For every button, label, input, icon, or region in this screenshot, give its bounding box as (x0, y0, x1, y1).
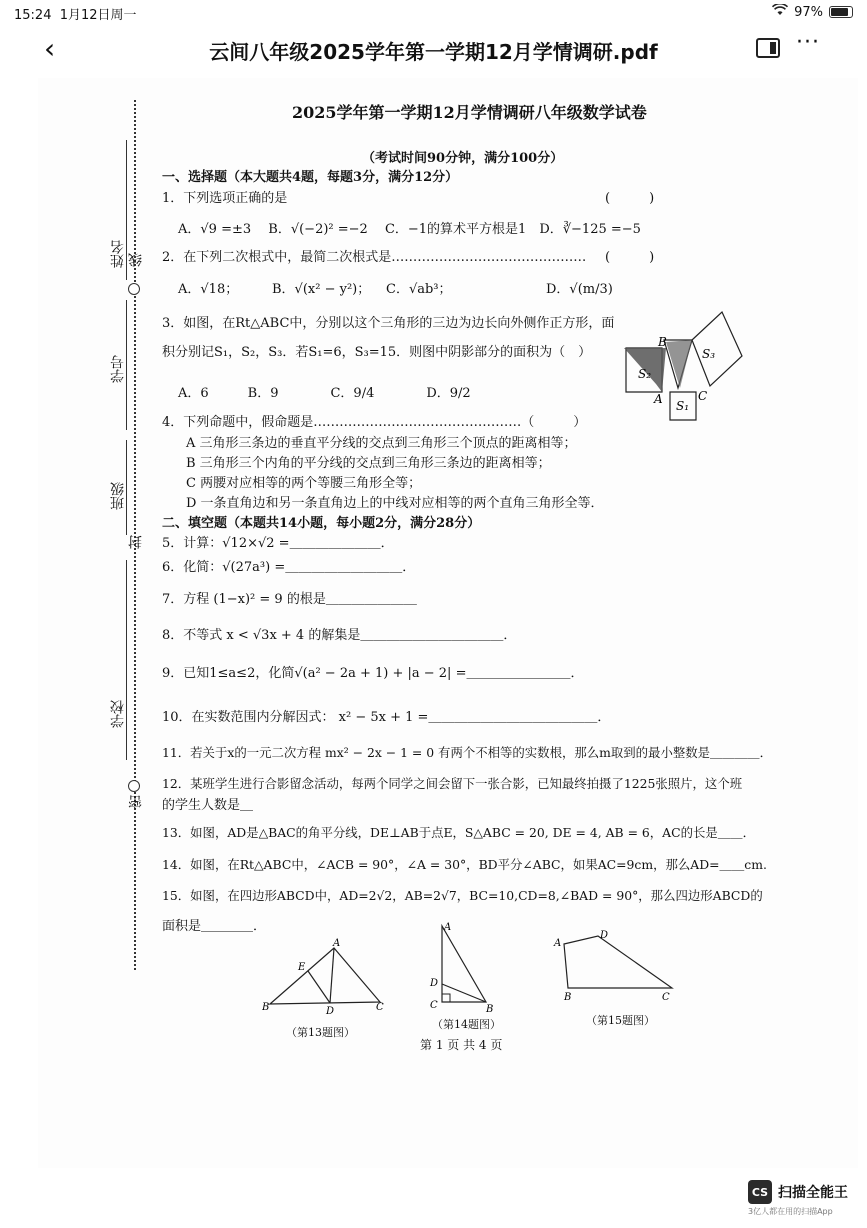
xuexiao-write-line (126, 560, 127, 760)
q1-answer-blank: ( ) (605, 191, 655, 206)
segment-bd (442, 984, 486, 1002)
label-s3: S₃ (702, 347, 716, 361)
fig13-triangle (262, 938, 390, 1014)
q2-stem: 2．在下列二次根式中，最简二次根式是……………………………………… (162, 250, 587, 265)
margin-label-xuexiao: 学校 (110, 700, 126, 728)
q4-option-a: A 三角形三条边的垂直平分线的交点到三角形三个顶点的距离相等； (186, 436, 577, 451)
battery-icon (829, 6, 853, 18)
margin-label-xuehao: 学号 (110, 355, 126, 383)
square-s3 (692, 312, 742, 386)
xuehao-write-line (126, 300, 127, 430)
label-a: A (554, 938, 562, 949)
fig15-caption: （第15题图） (586, 1014, 655, 1027)
label-d: D (430, 978, 439, 989)
more-options-icon[interactable]: ··· (796, 30, 820, 55)
q3-stem-line2: 积分别记S₁，S₂，S₃．若S₁=6，S₃=15．则图中阴影部分的面积为（ ） (162, 345, 592, 360)
label-d: D (326, 1006, 335, 1014)
q5: 5．计算：√12×√2 =＿＿＿＿＿＿＿． (162, 536, 394, 551)
q12-line2: 的学生人数是＿ (162, 798, 254, 813)
page-number: 第 1 页 共 4 页 (420, 1038, 503, 1052)
q2-option-d: D．√(m/3) (546, 282, 613, 297)
margin-label-mi: 密 (128, 795, 144, 809)
right-angle-mark (442, 994, 450, 1002)
q2-answer-blank: ( ) (605, 250, 655, 265)
q11: 11．若关于x的一元二次方程 mx² − 2x − 1 = 0 有两个不相等的实数根，那么m取到的最小整数是＿＿＿＿． (162, 745, 772, 760)
section-2-heading: 二、填空题（本题共14小题，每小题2分，满分28分） (162, 516, 481, 531)
shaded-region-2 (666, 340, 692, 388)
label-b: B (564, 992, 572, 1003)
status-time: 15:24 (14, 8, 52, 23)
q4-option-c: C 两腰对应相等的两个等腰三角形全等； (186, 476, 422, 491)
fig14-caption: （第14题图） (432, 1018, 501, 1031)
q1-options: A．√9 =±3 B．√(−2)² =−2 C．−1的算术平方根是1 D．∛−125 =−5 (178, 222, 641, 237)
binding-hole (128, 283, 140, 295)
wifi-icon (772, 4, 788, 20)
margin-label-name: 姓名 (110, 240, 126, 268)
status-date: 1月12日周一 (59, 8, 137, 23)
fig13-caption: （第13题图） (286, 1026, 355, 1039)
camscanner-logo-icon: CS (748, 1180, 772, 1204)
document-title: 云间八年级2025学年第一学期12月学情调研.pdf (209, 40, 658, 64)
label-a: A (654, 392, 663, 406)
q1-stem: 1．下列选项正确的是 (162, 191, 288, 206)
label-c: C (376, 1002, 384, 1013)
label-a: A (333, 938, 341, 949)
watermark-name: 扫描全能王 (778, 1185, 848, 1201)
margin-label-xian: 线 (128, 253, 144, 267)
watermark-subtitle: 3亿人都在用的扫描App (748, 1207, 833, 1216)
exam-info: （考试时间90分钟，满分100分） (362, 151, 564, 166)
nav-bar (0, 26, 867, 72)
q8: 8．不等式 x < √3x + 4 的解集是＿＿＿＿＿＿＿＿＿＿＿． (162, 628, 517, 643)
segment-ad (330, 948, 334, 1003)
label-c: C (698, 389, 708, 403)
q3-stem-line1: 3．如图，在Rt△ABC中，分别以这个三角形的三边为边长向外侧作正方形，面 (162, 316, 615, 331)
label-d: D (600, 930, 609, 941)
q4-stem: 4．下列命题中，假命题是…………………………………………（ ） (162, 415, 587, 430)
banji-write-line (126, 440, 127, 535)
scanner-watermark (748, 1180, 848, 1216)
label-a: A (444, 922, 452, 933)
label-b: B (262, 1002, 270, 1013)
q6: 6．化简：√(27a³) =＿＿＿＿＿＿＿＿＿． (162, 560, 416, 575)
label-c: C (662, 992, 670, 1003)
margin-label-feng: 封 (128, 535, 144, 549)
q13: 13．如图，AD是△BAC的角平分线，DE⊥AB于点E，S△ABC = 20, DE = 4, AB = 6，AC的长是＿＿． (162, 825, 755, 840)
label-b: B (486, 1004, 494, 1014)
q3-options: A．6 B．9 C．9/4 D．9/2 (178, 386, 471, 401)
label-e: E (298, 962, 306, 973)
paper-title: 2025学年第一学期12月学情调研八年级数学试卷 (292, 103, 647, 122)
q9: 9．已知1≤a≤2，化简√(a² − 2a + 1) + |a − 2| =＿＿＿＿＿＿＿＿． (162, 666, 584, 681)
back-button[interactable]: ‹ (44, 32, 56, 65)
quadrilateral-abcd (564, 936, 672, 988)
q14: 14．如图，在Rt△ABC中，∠ACB = 90°，∠A = 30°，BD平分∠ABC，如果AC=9cm，那么AD=＿＿cm. (162, 857, 767, 872)
status-time-date (14, 4, 137, 23)
triangle-acb (442, 926, 486, 1002)
status-bar (0, 0, 867, 24)
label-b: B (658, 335, 667, 349)
battery-percent: 97% (794, 4, 823, 20)
q4-option-b: B 三角形三个内角的平分线的交点到三角形三条边的距离相等； (186, 456, 551, 471)
segment-de (308, 971, 330, 1003)
q10: 10．在实数范围内分解因式： x² − 5x + 1 =＿＿＿＿＿＿＿＿＿＿＿＿＿． (162, 710, 611, 725)
label-s1: S₁ (676, 399, 690, 413)
q15-line1: 15．如图，在四边形ABCD中，AD=2√2，AB=2√7，BC=10,CD=8,∠BAD = 90°，那么四边形ABCD的 (162, 888, 763, 903)
q15-line2: 面积是＿＿＿＿． (162, 919, 267, 934)
label-s2: S₂ (638, 367, 652, 381)
binding-hole (128, 780, 140, 792)
reader-mode-icon[interactable] (756, 38, 780, 58)
label-c: C (430, 1000, 438, 1011)
margin-label-banji: 班级 (110, 482, 126, 510)
q12-line1: 12．某班学生进行合影留念活动，每两个同学之间会留下一张合影，已知最终拍摄了1225张照片，这个班 (162, 776, 743, 791)
q2-option-c: C．√ab³； (386, 282, 452, 297)
q3-squares-figure (618, 308, 748, 426)
q2-option-b: B．√(x² − y²)； (272, 282, 371, 297)
section-1-heading: 一、选择题（本大题共4题，每题3分，满分12分） (162, 170, 459, 185)
fig14-triangle (424, 918, 500, 1014)
fig15-quadrilateral (552, 924, 682, 1004)
q7: 7．方程 (1−x)² = 9 的根是＿＿＿＿＿＿＿ (162, 592, 417, 607)
q4-option-d: D 一条直角边和另一条直角边上的中线对应相等的两个直角三角形全等． (186, 496, 604, 511)
status-right (772, 4, 853, 20)
q2-option-a: A．√18； (178, 282, 239, 297)
